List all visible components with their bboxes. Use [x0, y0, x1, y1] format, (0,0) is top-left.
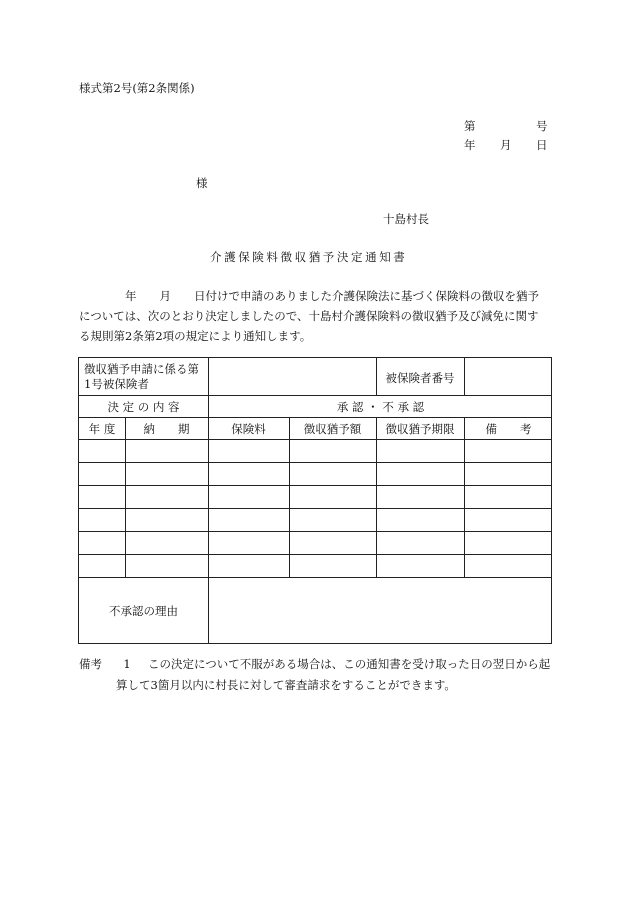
document-number-suffix: 号 — [536, 119, 548, 133]
column-payment-period: 納 期 — [143, 422, 190, 436]
insured-number-field[interactable] — [465, 358, 553, 395]
applicant-label-line-2: 1号被保険者 — [84, 377, 149, 391]
decision-table — [78, 357, 552, 644]
note-line-2: 算して3箇月以内に村長に対して審査請求をすることができます。 — [116, 678, 456, 692]
issuer: 十島村長 — [383, 212, 429, 226]
decision-value: 承 認 ・ 不 承 認 — [336, 400, 425, 414]
column-deferred-amount: 徴収猶予額 — [303, 422, 362, 436]
note-number: 1 — [123, 657, 131, 671]
column-deferral-deadline: 徴収猶予期限 — [385, 422, 455, 436]
insured-number-label: 被保険者番号 — [385, 371, 455, 385]
addressee: 様 — [196, 176, 208, 190]
date-year: 年 — [464, 138, 476, 152]
body-line-2: については、次のとおり決定しましたので、十島村介護保険料の徴収猶予及び減免に関す — [79, 309, 539, 323]
document-number-prefix: 第 — [464, 119, 476, 133]
rejection-reason-label: 不承認の理由 — [109, 604, 178, 618]
remarks-note — [79, 654, 550, 696]
applicant-label-line-1: 徴収猶予申請に係る第 — [84, 362, 199, 376]
body-line-1: 年 月 日付けで申請のありました介護保険法に基づく保険料の徴収を猶予 — [125, 289, 539, 303]
note-line-1: この決定について不服がある場合は、この通知書を受け取った日の翌日から起 — [147, 657, 551, 671]
rejection-reason-field[interactable] — [209, 578, 553, 644]
date-month: 月 — [500, 138, 512, 152]
applicant-label — [84, 362, 199, 392]
note-label: 備考 — [79, 657, 102, 671]
applicant-name-field[interactable] — [209, 358, 376, 395]
column-premium: 保険料 — [231, 422, 266, 436]
document-title: 介護保険料徴収猶予決定通知書 — [210, 250, 408, 264]
column-fiscal-year: 年 度 — [88, 422, 116, 436]
decision-label: 決 定 の 内 容 — [107, 400, 180, 414]
body-line-3: る規則第2条第2項の規定により通知します。 — [79, 329, 312, 343]
body-text — [79, 286, 553, 346]
form-number: 様式第2号(第2条関係) — [79, 81, 195, 95]
date-day: 日 — [536, 138, 548, 152]
column-remarks: 備 考 — [485, 422, 532, 436]
